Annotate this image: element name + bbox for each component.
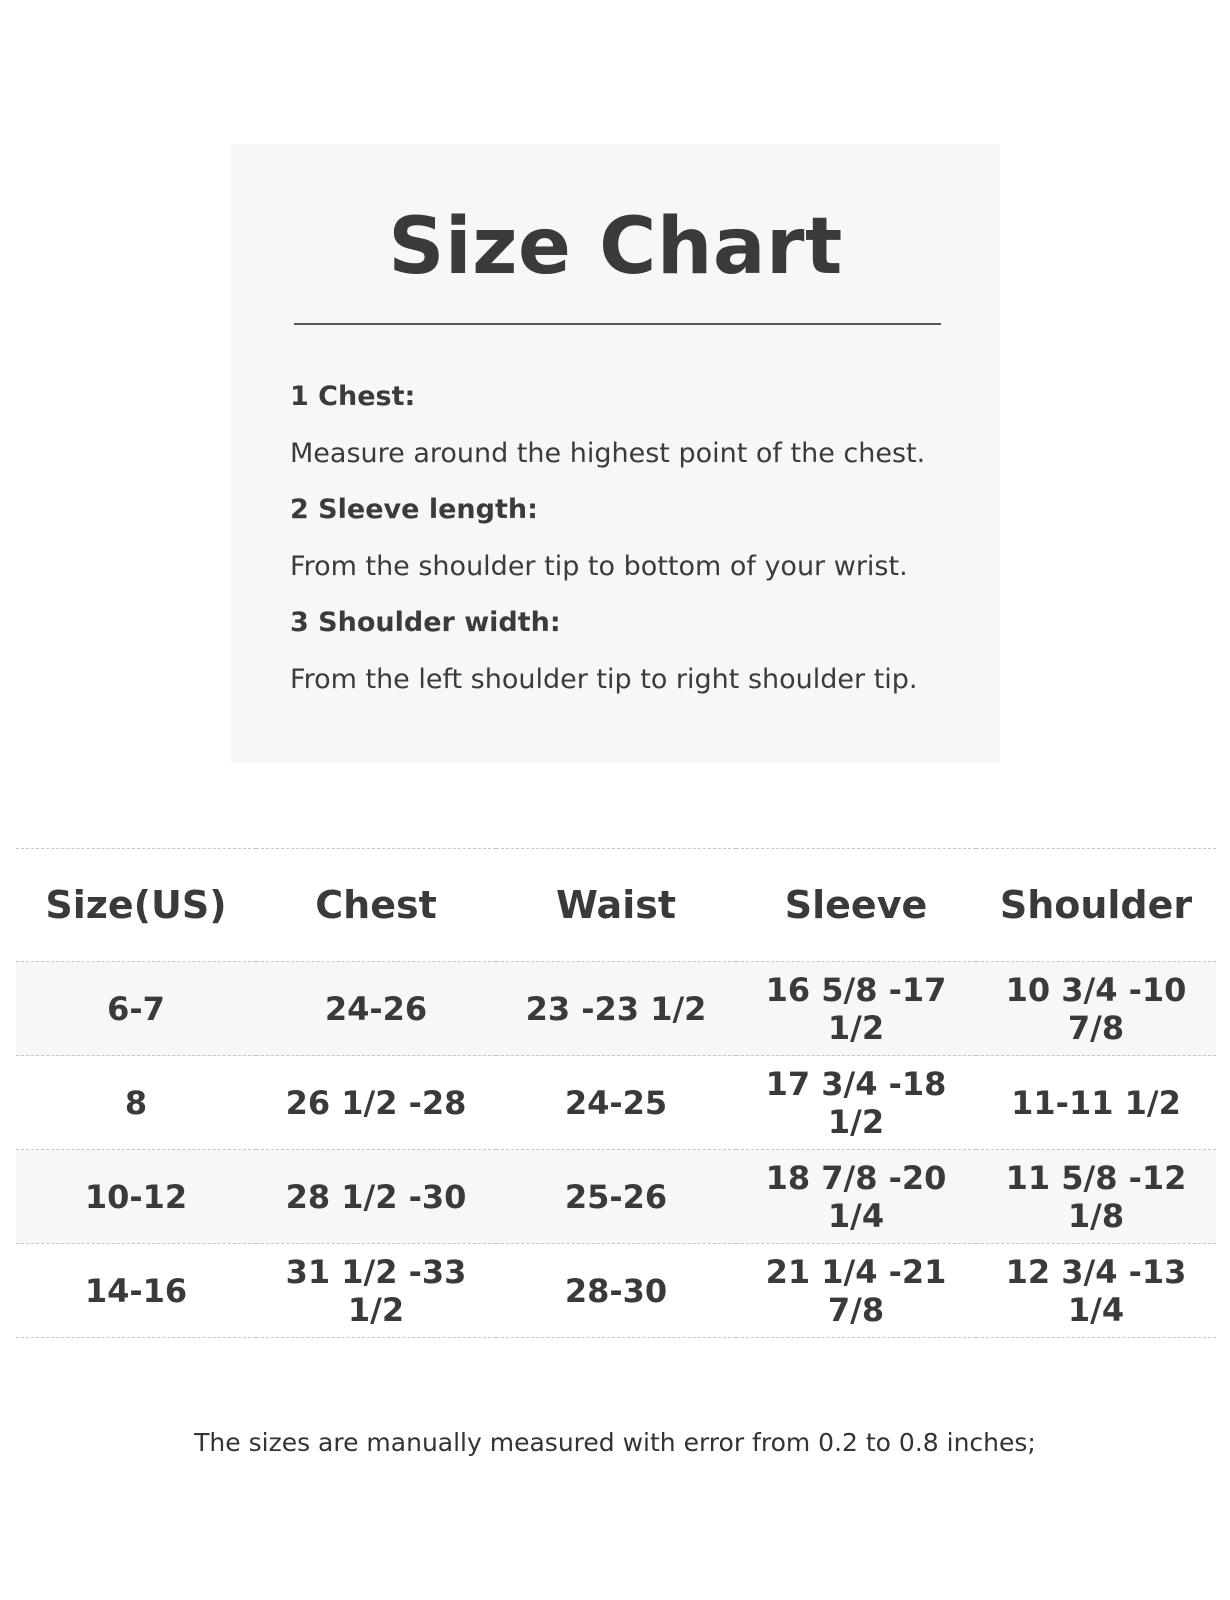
shoulder-cell: 11 5/8 -12 1/8 — [976, 1150, 1216, 1244]
sleeve-cell: 17 3/4 -18 1/2 — [765, 1064, 947, 1141]
measurement-error-note: The sizes are manually measured with error from 0.2 to 0.8 inches; — [194, 1428, 1036, 1457]
waist-cell: 24-25 — [564, 1083, 668, 1122]
table-row — [16, 1056, 1216, 1150]
sleeve-length-heading: 2 Sleeve length: — [290, 494, 538, 525]
sleeve-cell: 21 1/4 -21 7/8 — [765, 1252, 947, 1329]
header-sleeve: Sleeve — [784, 883, 928, 927]
shoulder-cell: 12 3/4 -13 1/4 — [1005, 1252, 1187, 1329]
table-row — [16, 962, 1216, 1056]
measurement-instructions — [290, 380, 990, 719]
chest-cell: 28 1/2 -30 — [256, 1150, 496, 1244]
size-cell: 6-7 — [16, 962, 256, 1056]
chest-heading: 1 Chest: — [290, 381, 416, 412]
chest-cell: 24-26 — [256, 962, 496, 1056]
shoulder-width-description: From the left shoulder tip to right shoulder tip. — [290, 664, 918, 695]
shoulder-width-heading: 3 Shoulder width: — [290, 607, 561, 638]
size-cell: 10-12 — [16, 1150, 256, 1244]
sleeve-length-description: From the shoulder tip to bottom of your wrist. — [290, 551, 908, 582]
page-title: Size Chart — [388, 202, 843, 292]
header-shoulder: Shoulder — [999, 883, 1193, 927]
shoulder-cell: 10 3/4 -10 7/8 — [976, 962, 1216, 1056]
table-row — [16, 1244, 1216, 1338]
table-header-row — [16, 849, 1216, 962]
measurement-guide-card — [231, 144, 1000, 763]
shoulder-cell: 11-11 1/2 — [1011, 1083, 1181, 1122]
chest-cell: 31 1/2 -33 1/2 — [285, 1252, 467, 1329]
size-cell: 14-16 — [84, 1271, 188, 1310]
header-waist: Waist — [555, 883, 676, 927]
waist-cell: 28-30 — [564, 1271, 668, 1310]
size-table — [16, 848, 1216, 1338]
header-size: Size(US) — [45, 883, 227, 927]
sleeve-cell: 18 7/8 -20 1/4 — [736, 1150, 976, 1244]
chest-description: Measure around the highest point of the chest. — [290, 438, 926, 469]
waist-cell: 25-26 — [496, 1150, 736, 1244]
header-chest: Chest — [315, 883, 437, 927]
waist-cell: 23 -23 1/2 — [496, 962, 736, 1056]
table-row — [16, 1150, 1216, 1244]
chest-cell: 26 1/2 -28 — [285, 1083, 467, 1122]
size-cell: 8 — [124, 1083, 148, 1122]
sleeve-cell: 16 5/8 -17 1/2 — [736, 962, 976, 1056]
title-divider — [294, 323, 941, 325]
